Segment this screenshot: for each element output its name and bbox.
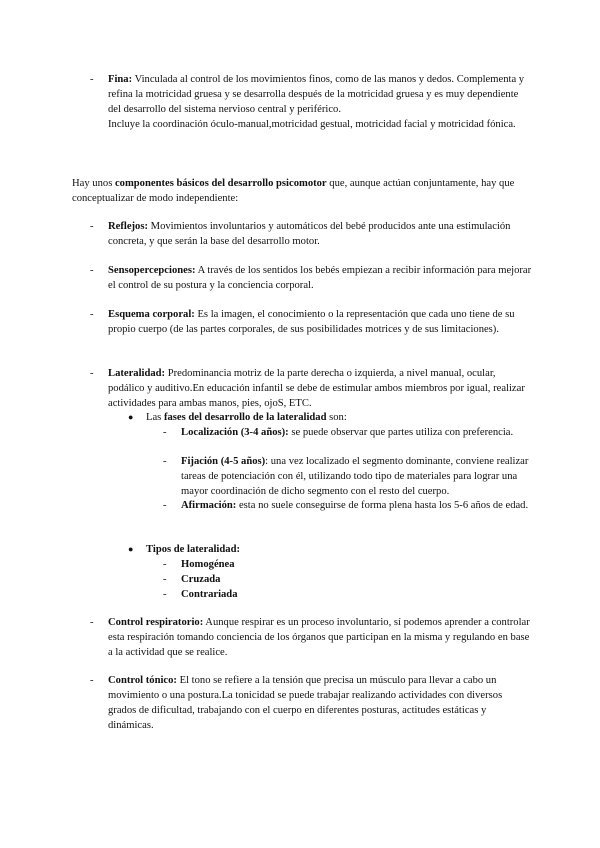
tipo-label: Contrariada xyxy=(181,589,238,600)
fase-term: Afirmación: xyxy=(181,500,237,511)
tipo-label: Homogénea xyxy=(181,559,235,570)
fina-extra: Incluye la coordinación óculo-manual,motricidad gestual, motricidad facial y motricidad fónica. xyxy=(108,119,516,130)
lateralidad-text: Predominancia motriz de la parte derecha o izquierda, a nivel manual, ocular, podálico y auditivo.En educación infantil se debe de estimular ambos miembros por igual, realizar actividades para ambas manos, pies, ojoS, ETC. xyxy=(108,368,525,409)
reflejos-text: Movimientos involuntarios y automáticos del bebé producidos ante una estimulación concreta, y que serán la base del desarrollo motor. xyxy=(108,221,511,247)
intro-paragraph xyxy=(72,176,530,206)
fase-text: se puede observar que partes utiliza con preferencia. xyxy=(288,427,514,438)
dash-marker: - xyxy=(163,427,167,438)
fase-text: esta no suele conseguirse de forma plena hasta los 5-6 años de edad. xyxy=(236,500,529,511)
bullet-marker: ● xyxy=(128,544,134,554)
dash-marker: - xyxy=(90,221,94,232)
dash-marker: - xyxy=(163,500,167,511)
dash-marker: - xyxy=(90,74,94,85)
dash-marker: - xyxy=(163,589,167,600)
dash-marker: - xyxy=(90,675,94,686)
dash-marker: - xyxy=(163,559,167,570)
fase-text: : una vez localizado el segmento dominante, conviene realizar tareas de potenciación con él, utilizando todo tipo de materiales para lograr una mayor coordinación de dicho segmento con el resto del cuerpo. xyxy=(181,456,529,497)
fase-term: Localización (3-4 años): xyxy=(181,427,289,438)
dash-marker: - xyxy=(90,265,94,276)
dash-marker: - xyxy=(90,309,94,320)
fases-bold: fases del desarrollo de la lateralidad xyxy=(163,412,327,423)
dash-marker: - xyxy=(90,368,94,379)
fina-text: Vinculada al control de los movimientos finos, como de las manos y dedos. Complementa y refina la motricidad gruesa y se desarrolla después de la motricidad gruesa y es muy dependiente del desarrollo del sistema nervioso central y periférico. xyxy=(108,74,525,115)
tipo-label: Cruzada xyxy=(181,574,221,585)
bullet-marker: ● xyxy=(128,412,134,422)
tonico-text: El tono se refiere a la tensión que precisa un músculo para llevar a cabo un movimiento o una postura.La tonicidad se puede trabajar realizando actividades con diversos grados de dificultad, trabajando con el cuerpo en diferentes posturas, actitudes estáticas y dinámicas. xyxy=(108,675,503,731)
fase-term: Fijación (4-5 años) xyxy=(181,456,266,467)
dash-marker: - xyxy=(163,574,167,585)
intro-pre: Hay unos xyxy=(72,178,115,189)
respiratorio-term: Control respiratorio: xyxy=(108,617,204,628)
reflejos-term: Reflejos: xyxy=(108,221,149,232)
dash-marker: - xyxy=(163,456,167,467)
senso-term: Sensopercepciones: xyxy=(108,265,196,276)
intro-bold: componentes básicos del desarrollo psicomotor xyxy=(114,178,327,189)
esquema-term: Esquema corporal: xyxy=(108,309,195,320)
intro-post: que, aunque actúan conjuntamente, hay que conceptualizar de modo independiente: xyxy=(72,178,515,204)
tipos-title: Tipos de lateralidad: xyxy=(146,544,240,555)
respiratorio-text: Aunque respirar es un proceso involuntario, sí podemos aprender a controlar esta respiración tomando conciencia de los órganos que participan en la misma y regulando en base a la actividad que se realice. xyxy=(108,617,530,658)
lateralidad-term: Lateralidad: xyxy=(108,368,166,379)
esquema-text: Es la imagen, el conocimiento o la representación que cada uno tiene de su propio cuerpo (de las partes corporales, de sus posibilidades motrices y de sus limitaciones). xyxy=(108,309,515,335)
senso-text: A través de los sentidos los bebés empiezan a recibir información para mejorar el control de su postura y la conciencia corporal. xyxy=(108,265,532,291)
fases-pre: Las xyxy=(146,412,164,423)
fina-paragraph xyxy=(108,72,532,132)
fases-post: son: xyxy=(326,412,347,423)
dash-marker: - xyxy=(90,617,94,628)
tonico-term: Control tónico: xyxy=(108,675,177,686)
fina-term: Fina: xyxy=(108,74,133,85)
